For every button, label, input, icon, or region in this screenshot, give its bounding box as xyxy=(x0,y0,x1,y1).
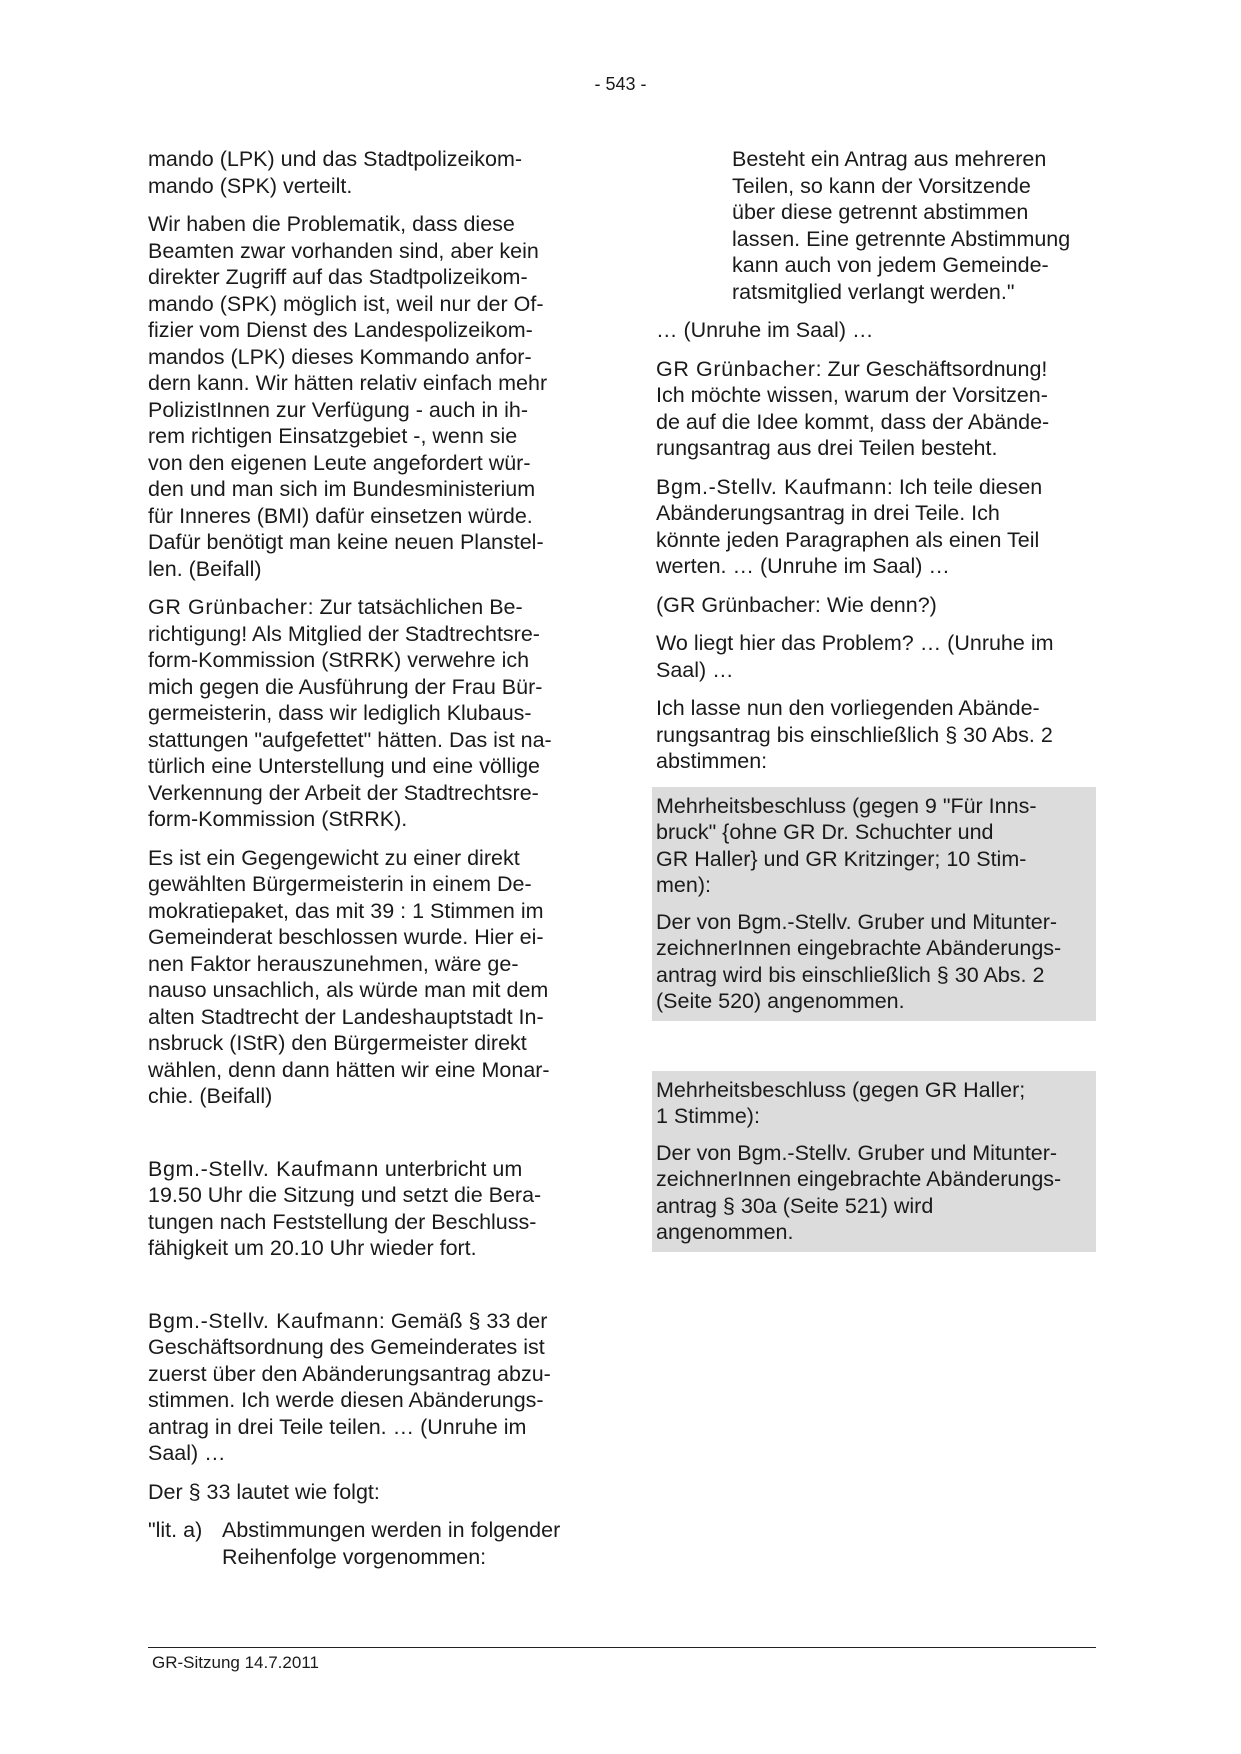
resolution-text: Der von Bgm.-Stellv. Gruber und Mitunter- zeichnerInnen eingebrachte Abänderungs- antrag wird bis einschließlich § 30 Abs. 2 (Seite 520) angenommen. xyxy=(656,909,1062,1013)
speech-paragraph xyxy=(148,594,593,833)
paragraph: Wir haben die Problematik, dass diese Beamten zwar vorhanden sind, aber kein direkter Zugriff auf das Stadtpolizeikom- mando (SPK) möglich ist, weil nur der Of- fizier vom Dienst des Landespolizeikom- mandos (LPK) dieses Kommando anfor- dern kann. Wir hätten relativ einfach mehr PolizistInnen zur Verfügung - auch in ih- rem richtigen Einsatzgebiet -, wenn sie von den eigenen Leute angefordert wür- den und man sich im Bundesministerium für Inneres (BMI) dafür einsetzen würde. Dafür benötigt man keine neuen Planstel- len. (Beifall) xyxy=(148,212,548,581)
speech-text: : Ich teile diesen Abänderungsantrag in drei Teile. Ich könnte jeden Paragraphen als einen Teil werten. … (Unruhe im Saal) … xyxy=(656,474,1043,578)
paragraph: (GR Grünbacher: Wie denn?) xyxy=(656,592,937,617)
resolution-heading: Mehrheitsbeschluss (gegen 9 "Für Inns- bruck" {ohne GR Dr. Schuchter und GR Haller} und GR Kritzinger; 10 Stim- men): xyxy=(656,793,1037,897)
speech-text: : Gemäß § 33 der Geschäftsordnung des Gemeinderates ist zuerst über den Abänderungsantrag abzu- stimmen. Ich werde diesen Abänderungs- antrag in drei Teile teilen. … (Unruhe im Saal) … xyxy=(148,1308,551,1465)
footer-text: GR-Sitzung 14.7.2011 xyxy=(152,1653,319,1672)
speech-text: : Zur Geschäftsordnung! Ich möchte wissen, warum der Vorsitzen- de auf die Idee kommt, dass der Abände- rungsantrag aus drei Teilen besteht. xyxy=(656,356,1050,460)
paragraph: Es ist ein Gegengewicht zu einer direkt gewählten Bürgermeisterin in einem De- mokratiepaket, das mit 39 : 1 Stimmen im Gemeinderat beschlossen wurde. Hier ei- nen Faktor herauszunehmen, wäre ge- nauso unsachlich, als würde man mit dem alten Stadtrecht der Landeshauptstadt In- nsbruck (IStR) den Bürgermeister direkt wählen, denn dann hätten wir eine Monar- chie. (Beifall) xyxy=(148,845,550,1108)
speaker-name: GR Grünbacher xyxy=(148,595,308,619)
right-column xyxy=(656,146,1096,1252)
speech-paragraph xyxy=(148,1308,593,1467)
speech-paragraph xyxy=(148,1156,593,1262)
paragraph: Ich lasse nun den vorliegenden Abände- rungsantrag bis einschließlich § 30 Abs. 2 abstimmen: xyxy=(656,696,1053,773)
speaker-name: Bgm.-Stellv. Kaufmann xyxy=(148,1308,379,1333)
paragraph: Der § 33 lautet wie folgt: xyxy=(148,1479,380,1504)
resolution-heading: Mehrheitsbeschluss (gegen GR Haller; 1 Stimme): xyxy=(656,1077,1026,1128)
rule-text: Abstimmungen werden in folgender Reihenfolge vorgenommen: xyxy=(222,1518,561,1569)
rule-label: "lit. a) xyxy=(148,1518,203,1542)
resolution-text: Der von Bgm.-Stellv. Gruber und Mitunter- zeichnerInnen eingebrachte Abänderungs- antrag § 30a (Seite 521) wird angenommen. xyxy=(656,1140,1062,1244)
speech-text: unterbricht um 19.50 Uhr die Sitzung und setzt die Bera- tungen nach Feststellung der Beschluss- fähigkeit um 20.10 Uhr wieder fort. xyxy=(148,1156,542,1260)
resolution-box xyxy=(652,787,1096,1021)
footer-divider xyxy=(148,1647,1096,1648)
speech-paragraph xyxy=(656,474,1096,580)
paragraph: Wo liegt hier das Problem? … (Unruhe im Saal) … xyxy=(656,631,1054,682)
resolution-box xyxy=(652,1071,1096,1252)
speaker-name: Bgm.-Stellv. Kaufmann xyxy=(656,474,887,499)
speech-paragraph xyxy=(656,356,1096,462)
paragraph: … (Unruhe im Saal) … xyxy=(656,318,874,342)
quoted-rule xyxy=(148,1517,593,1570)
page-number: - 543 - xyxy=(594,74,647,94)
speech-text: : Zur tatsächlichen Be- richtigung! Als Mitglied der Stadtrechtsre- form-Kommission (StRRK) verwehre ich mich gegen die Ausführung der Frau Bür- germeisterin, dass wir lediglich Klubaus- stattungen "aufgefettet" hätten. Das ist na- türlich eine Unterstellung und eine völlige Verkennung der Arbeit der Stadtrechtsre- form-Kommission (StRRK). xyxy=(148,595,552,831)
speaker-name: GR Grünbacher xyxy=(656,356,816,381)
quoted-rule-continuation: Besteht ein Antrag aus mehreren Teilen, so kann der Vorsitzende über diese getrennt abstimmen lassen. Eine getrennte Abstimmung kann auch von jedem Gemeinde- ratsmitglied verlangt werden." xyxy=(732,147,1071,304)
left-column xyxy=(148,146,593,1570)
paragraph: mando (LPK) und das Stadtpolizeikom- mando (SPK) verteilt. xyxy=(148,147,523,198)
speaker-name: Bgm.-Stellv. Kaufmann xyxy=(148,1156,379,1181)
